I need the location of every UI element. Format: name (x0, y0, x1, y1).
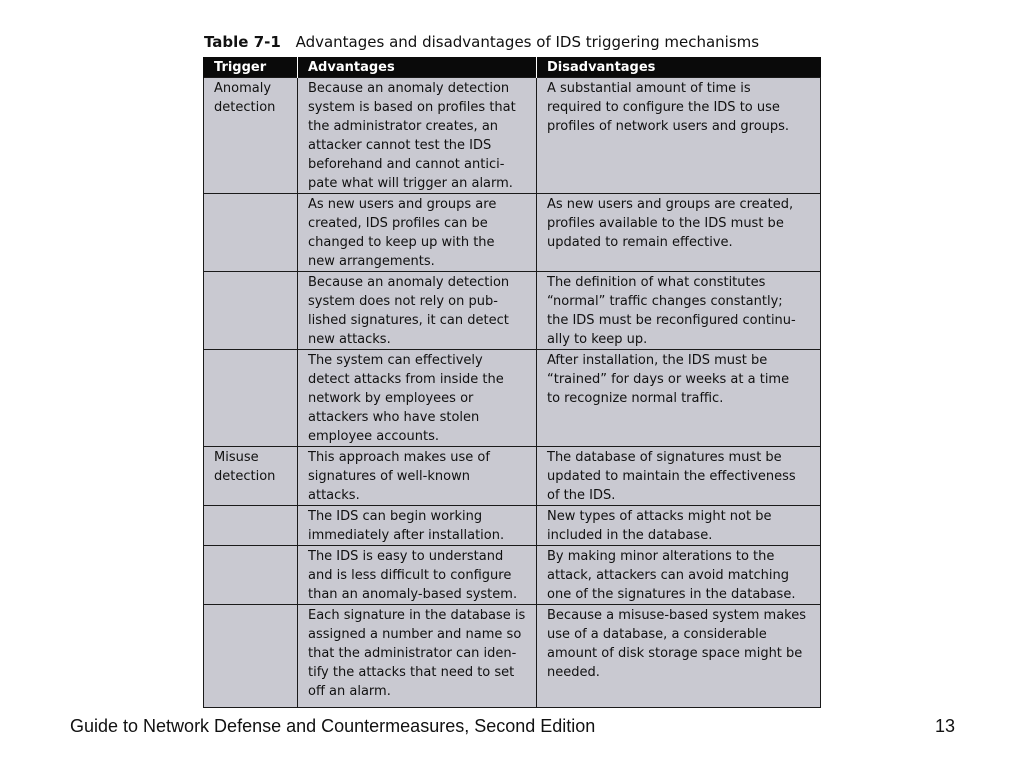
table-body (204, 78, 821, 708)
cell-text-line: off an alarm. (308, 684, 391, 699)
cell-text-line: created, IDS profiles can be (308, 216, 488, 231)
cell-text-line: detect attacks from inside the (308, 372, 504, 387)
disadvantages-cell (537, 546, 821, 605)
disadvantages-cell (537, 272, 821, 350)
cell-text-line: amount of disk storage space might be (547, 646, 803, 661)
cell-text-line: ally to keep up. (547, 332, 648, 347)
trigger-cell (204, 194, 298, 272)
cell-text-line: By making minor alterations to the (547, 549, 775, 564)
advantages-cell (298, 546, 537, 605)
cell-text-line: required to configure the IDS to use (547, 100, 780, 115)
cell-text-line: Each signature in the database is (308, 608, 526, 623)
cell-text-line: After installation, the IDS must be (547, 353, 768, 368)
cell-text-line: New types of attacks might not be (547, 509, 772, 524)
cell-text-line: employee accounts. (308, 429, 439, 444)
cell-text-line: system does not rely on pub- (308, 294, 498, 309)
cell-text-line: attackers who have stolen (308, 410, 480, 425)
trigger-cell (204, 546, 298, 605)
cell-text-line: updated to maintain the effectiveness (547, 469, 796, 484)
table-row (204, 546, 821, 605)
cell-text-line: detection (214, 100, 276, 115)
ids-trigger-table (203, 57, 821, 708)
header-trigger: Trigger (204, 57, 298, 78)
cell-text-line: Because an anomaly detection (308, 81, 510, 96)
cell-text-line: As new users and groups are created, (547, 197, 794, 212)
advantages-cell (298, 78, 537, 194)
cell-text-line: needed. (547, 665, 600, 680)
cell-text-line: that the administrator can iden- (308, 646, 517, 661)
cell-text-line: tify the attacks that need to set (308, 665, 515, 680)
advantages-cell (298, 350, 537, 447)
cell-text-line: attacks. (308, 488, 360, 503)
cell-text-line: lished signatures, it can detect (308, 313, 509, 328)
cell-text-line: assigned a number and name so (308, 627, 522, 642)
trigger-cell (204, 447, 298, 506)
table-row (204, 447, 821, 506)
table-title: Advantages and disadvantages of IDS triggering mechanisms (295, 33, 760, 51)
cell-text-line: “normal” traffic changes constantly; (547, 294, 783, 309)
table-header-row (204, 57, 821, 78)
cell-text-line: updated to remain effective. (547, 235, 733, 250)
table-row (204, 506, 821, 546)
advantages-cell (298, 272, 537, 350)
cell-text-line: system is based on profiles that (308, 100, 516, 115)
header-disadvantages: Disadvantages (537, 57, 821, 78)
cell-text-line: the IDS must be reconfigured continu- (547, 313, 796, 328)
cell-text-line: use of a database, a considerable (547, 627, 767, 642)
table-row (204, 605, 821, 708)
cell-text-line: new attacks. (308, 332, 391, 347)
table-number: Table 7-1 (204, 33, 281, 51)
cell-text-line: network by employees or (308, 391, 474, 406)
table-row (204, 78, 821, 194)
cell-text-line: attacker cannot test the IDS (308, 138, 492, 153)
cell-text-line: of the IDS. (547, 488, 616, 503)
advantages-cell (298, 194, 537, 272)
footer-book-title: Guide to Network Defense and Countermeasures, Second Edition (70, 716, 596, 736)
advantages-cell (298, 605, 537, 708)
cell-text-line: than an anomaly-based system. (308, 587, 518, 602)
cell-text-line: The IDS can begin working (308, 509, 483, 524)
cell-text-line: new arrangements. (308, 254, 435, 269)
disadvantages-cell (537, 447, 821, 506)
trigger-cell (204, 605, 298, 708)
trigger-cell (204, 78, 298, 194)
cell-text-line: profiles available to the IDS must be (547, 216, 784, 231)
cell-text-line: one of the signatures in the database. (547, 587, 796, 602)
cell-text-line: The definition of what constitutes (547, 275, 766, 290)
cell-text-line: Because a misuse-based system makes (547, 608, 806, 623)
disadvantages-cell (537, 506, 821, 546)
table-row (204, 272, 821, 350)
disadvantages-cell (537, 78, 821, 194)
cell-text-line: detection (214, 469, 276, 484)
page-number: 13 (934, 716, 955, 736)
cell-text-line: changed to keep up with the (308, 235, 495, 250)
disadvantages-cell (537, 605, 821, 708)
cell-text-line: immediately after installation. (308, 528, 505, 543)
cell-text-line: The IDS is easy to understand (308, 549, 504, 564)
trigger-cell (204, 350, 298, 447)
cell-text-line: “trained” for days or weeks at a time (547, 372, 790, 387)
trigger-cell (204, 506, 298, 546)
cell-text-line: Misuse (214, 450, 259, 465)
cell-text-line: pate what will trigger an alarm. (308, 176, 513, 191)
header-advantages: Advantages (298, 57, 537, 78)
disadvantages-cell (537, 350, 821, 447)
trigger-cell (204, 272, 298, 350)
cell-text-line: A substantial amount of time is (547, 81, 751, 96)
cell-text-line: included in the database. (547, 528, 713, 543)
table-row (204, 194, 821, 272)
cell-text-line: attack, attackers can avoid matching (547, 568, 789, 583)
cell-text-line: As new users and groups are (308, 197, 497, 212)
cell-text-line: Because an anomaly detection (308, 275, 510, 290)
cell-text-line: signatures of well-known (308, 469, 470, 484)
cell-text-line: profiles of network users and groups. (547, 119, 790, 134)
cell-text-line: Anomaly (214, 81, 272, 96)
cell-text-line: This approach makes use of (308, 450, 490, 465)
cell-text-line: beforehand and cannot antici- (308, 157, 505, 172)
cell-text-line: the administrator creates, an (308, 119, 499, 134)
cell-text-line: to recognize normal traffic. (547, 391, 724, 406)
cell-text-line: The database of signatures must be (547, 450, 782, 465)
disadvantages-cell (537, 194, 821, 272)
cell-text-line: The system can effectively (308, 353, 483, 368)
advantages-cell (298, 506, 537, 546)
cell-text-line: and is less difficult to configure (308, 568, 512, 583)
table-row (204, 350, 821, 447)
advantages-cell (298, 447, 537, 506)
table-caption (204, 32, 824, 52)
